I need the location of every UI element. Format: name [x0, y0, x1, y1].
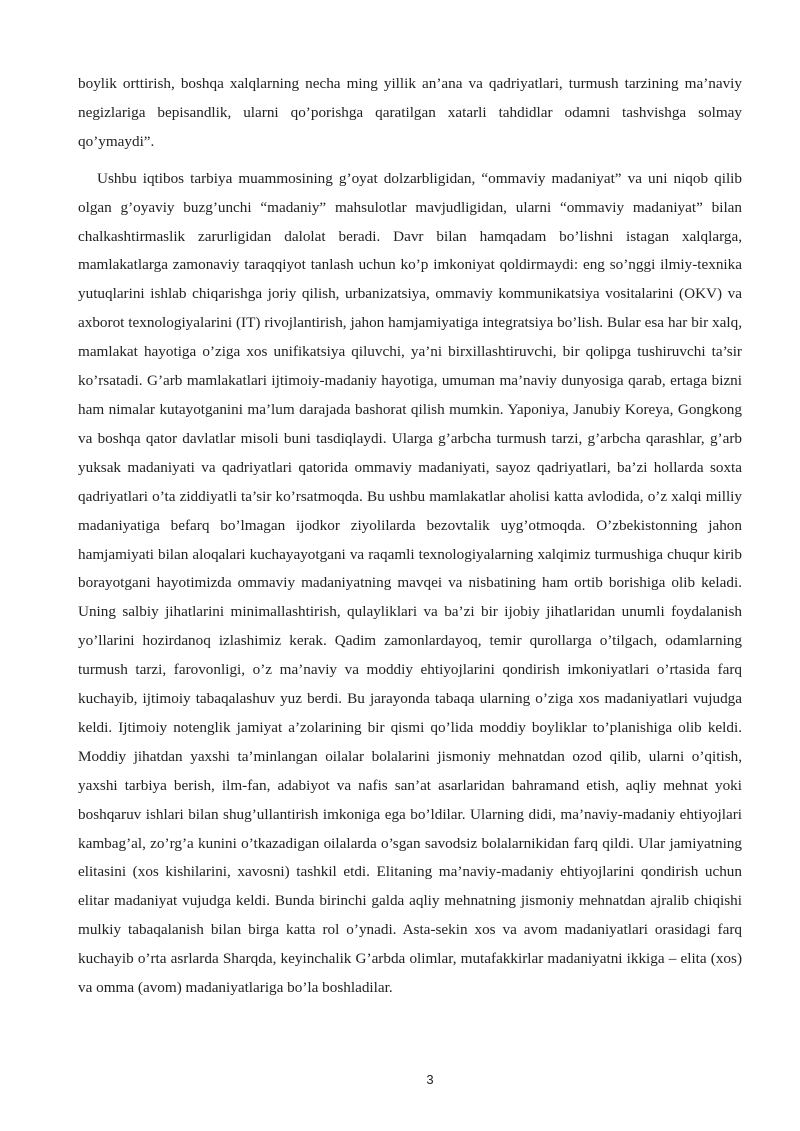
page-number: 3	[426, 1072, 434, 1087]
document-page	[78, 70, 742, 1003]
paragraph-body: Ushbu iqtibos tarbiya muammosining g’oyat dolzarbligidan, “ommaviy madaniyat” va uni niqob qilib olgan g’oyaviy buzg’unchi “madaniy” mahsulotlar mavjudligidan, ularni “ommaviy madaniyat” bilan chalkashtirmaslik zarurligidan dalolat beradi. Davr bilan hamqadam bo’lishni istagan xalqlarga, mamlakatlarga zamonaviy taraqqiyot tanlash uchun ko’p imkoniyat qoldirmaydi: eng so’nggi ilmiy-texnika yutuqlarini ishlab chiqarishga joriy qilish, urbanizatsiya, ommaviy kommunikatsiya vositalarini (OKV) va axborot texnologiyalarini (IT) rivojlantirish, jahon hamjamiyatiga integratsiya bo’lish. Bular esa har bir xalq, mamlakat hayotiga o’ziga xos unifikatsiya qiluvchi, ya’ni birxillashtiruvchi, bir qolipga tushiruvchi ta’sir ko’rsatadi. G’arb mamlakatlari ijtimoiy-madaniy hayotiga, umuman ma’naviy dunyosiga qarab, ertaga bizni ham nimalar kutayotganini ma’lum darajada bashorat qilish mumkin. Yaponiya, Janubiy Koreya, Gongkong va boshqa qator davlatlar misoli buni tasdiqlaydi. Ularga g’arbcha turmush tarzi, g’arbcha qarashlar, g’arb yuksak madaniyati va qadriyatlari qatorida ommaviy madaniyati, sayoz qadriyatlari, ba’zi hollarda soxta qadriyatlari o’ta ziddiyatli ta’sir ko’rsatmoqda. Bu ushbu mamlakatlar aholisi katta avlodida, o’z xalqi milliy madaniyatiga befarq bo’lmagan ijodkor ziyolilarda bezovtalik uyg’otmoqda. O’zbekistonning jahon hamjamiyati bilan aloqalari kuchayayotgani va raqamli texnologiyalarning xalqimiz turmushiga chuqur kirib borayotgani hayotimizda ommaviy madaniyatning mavqei va nisbatining ham ortib borishiga olib keladi. Uning salbiy jihatlarini minimallashtirish, qulayliklari va ba’zi bir ijobiy jihatlaridan unumli foydalanish yo’llarini hozirdanoq izlashimiz kerak. Qadim zamonlardayoq, temir qurollarga o’tilgach, odamlarning turmush tarzi, farovonligi, o’z ma’naviy va moddiy ehtiyojlarini qondirish imkoniyatlari o’rtasida farq kuchayib, ijtimoiy tabaqalashuv yuz berdi. Bu jarayonda tabaqa ularning o’ziga xos madaniyatlari vujudga keldi. Ijtimoiy notenglik jamiyat a’zolarining bir qismi qo’lida moddiy boyliklar to’planishiga olib keldi. Moddiy jihatdan yaxshi ta’minlangan oilalar bolalarini jismoniy mehnatdan ozod qilib, ularni o’qitish, yaxshi tarbiya berish, ilm-fan, adabiyot va nafis san’at asarlaridan bahramand etish, aqliy mehnat yoki boshqaruv ishlari bilan shug’ullantirish imkoniga ega bo’ldilar. Ularning didi, ma’naviy-madaniy ehtiyojlari kambag’al, zo’rg’a kunini o’tkazadigan oilalarda o’sgan savodsiz bolalarnikidan farq qildi. Ular jamiyatning elitasini (xos kishilarini, xavosni) tashkil etdi. Elitaning ma’naviy-madaniy ehtiyojlarini qondirish uchun elitar madaniyat vujudga keldi. Bunda birinchi galda aqliy mehnatning jismoniy mehnatdan ajralib chiqishi mulkiy tabaqalanish bilan birga katta rol o’ynadi. Asta-sekin xos va avom madaniyatlari orasidagi farq kuchayib o’rta asrlarda Sharqda, keyinchalik G’arbda olimlar, mutafakkirlar madaniyatni ikkiga – elita (xos) va omma (avom) madaniyatlariga bo’la boshladilar.	[78, 169, 742, 997]
paragraph-continued: boylik orttirish, boshqa xalqlarning necha ming yillik an’ana va qadriyatlari, turmush tarzining ma’naviy negizlariga bepisandlik, ularni qo’porishga qaratilgan xatarli tahdidlar odamni tashvishga solmay qo’ymaydi”.	[78, 75, 742, 150]
